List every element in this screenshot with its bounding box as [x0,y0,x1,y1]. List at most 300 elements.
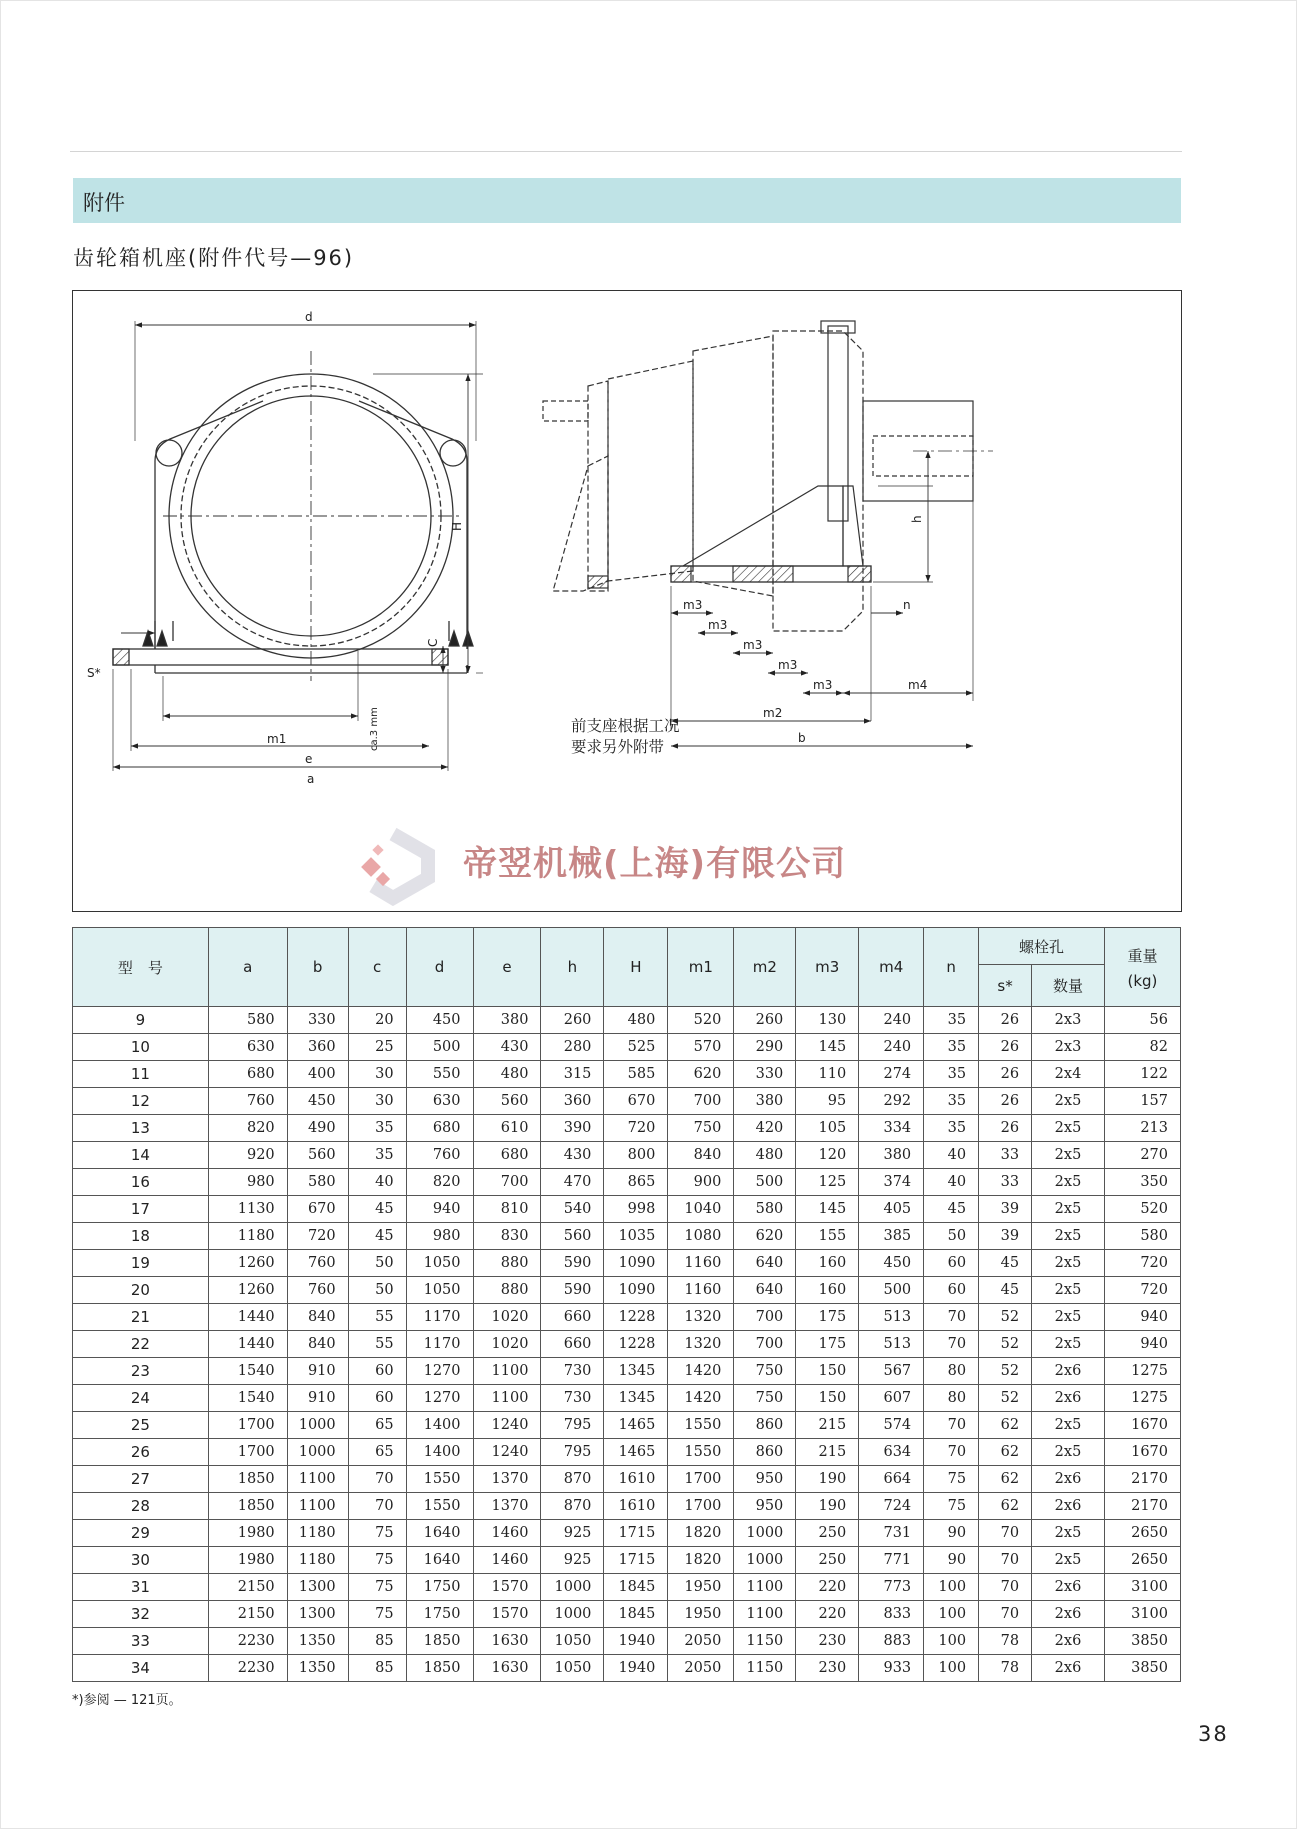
table-cell: 1750 [406,1574,473,1601]
stage-3-housing [773,331,863,631]
table-cell: 65 [348,1412,406,1439]
table-cell: 1540 [208,1385,287,1412]
table-cell: 1440 [208,1331,287,1358]
table-cell: 75 [348,1601,406,1628]
table-cell: 560 [287,1142,348,1169]
table-cell: 1980 [208,1547,287,1574]
page-subtitle: 齿轮箱机座(附件代号—96) [73,246,355,270]
table-row [73,1007,1181,1034]
table-cell: 1000 [287,1412,348,1439]
table-cell: 2x5 [1032,1412,1105,1439]
table-cell: 60 [348,1358,406,1385]
col-m4: m4 [859,928,924,1007]
table-cell: 122 [1104,1061,1180,1088]
table-cell: 380 [859,1142,924,1169]
note-line-1: 前支座根据工况 [571,717,680,735]
table-cell: 230 [796,1655,859,1682]
dim-C: C [426,638,440,647]
table-cell: 240 [859,1034,924,1061]
table-cell: 35 [924,1034,979,1061]
spec-table-body [73,1007,1181,1682]
table-cell: 910 [287,1358,348,1385]
base-plate [113,649,448,665]
table-cell: 3850 [1104,1628,1180,1655]
table-row [73,1412,1181,1439]
table-cell: 175 [796,1304,859,1331]
table-cell: 1550 [668,1439,734,1466]
table-cell: 2x5 [1032,1520,1105,1547]
table-cell: 3100 [1104,1574,1180,1601]
table-cell: 580 [1104,1223,1180,1250]
table-cell: 771 [859,1547,924,1574]
housing-outer-circle [169,374,453,658]
table-cell: 100 [924,1655,979,1682]
mount-post [828,326,848,521]
table-cell: 620 [734,1223,796,1250]
right-base-hatch [432,649,448,665]
dim-m1: m1 [267,732,287,746]
table-cell: 950 [734,1493,796,1520]
table-cell: 760 [208,1088,287,1115]
table-cell: 2150 [208,1574,287,1601]
table-cell: 26 [979,1007,1032,1034]
col-bolt: 螺栓孔 [979,928,1105,965]
col-H: H [604,928,668,1007]
table-cell: 40 [924,1142,979,1169]
table-row [73,1520,1181,1547]
table-row [73,1061,1181,1088]
table-row [73,1466,1181,1493]
dim-s: S* [87,666,101,680]
table-cell: 330 [734,1061,796,1088]
table-cell: 110 [796,1061,859,1088]
table-cell: 1260 [208,1250,287,1277]
table-cell: 405 [859,1196,924,1223]
table-cell: 1000 [734,1520,796,1547]
table-cell: 35 [348,1115,406,1142]
table-cell: 450 [406,1007,473,1034]
cell-model: 10 [73,1034,209,1061]
cell-model: 26 [73,1439,209,1466]
weld-left-2 [157,631,167,646]
table-cell: 35 [924,1061,979,1088]
table-cell: 1980 [208,1520,287,1547]
table-cell: 574 [859,1412,924,1439]
table-cell: 62 [979,1439,1032,1466]
col-c: c [348,928,406,1007]
table-cell: 55 [348,1304,406,1331]
cell-model: 24 [73,1385,209,1412]
table-cell: 45 [924,1196,979,1223]
table-cell: 2650 [1104,1520,1180,1547]
cell-model: 9 [73,1007,209,1034]
table-cell: 1050 [406,1250,473,1277]
table-cell: 1275 [1104,1358,1180,1385]
table-cell: 1300 [287,1574,348,1601]
table-cell: 50 [348,1277,406,1304]
cell-model: 29 [73,1520,209,1547]
table-cell: 900 [668,1169,734,1196]
table-cell: 2x6 [1032,1628,1105,1655]
front-flange [588,381,608,591]
table-cell: 75 [348,1547,406,1574]
table-cell: 1100 [473,1385,541,1412]
table-cell: 420 [734,1115,796,1142]
table-cell: 513 [859,1304,924,1331]
table-cell: 525 [604,1034,668,1061]
table-cell: 1050 [541,1628,604,1655]
dim-n: n [903,598,911,612]
cell-model: 31 [73,1574,209,1601]
table-cell: 2x5 [1032,1142,1105,1169]
table-cell: 795 [541,1439,604,1466]
table-cell: 33 [979,1169,1032,1196]
table-cell: 840 [668,1142,734,1169]
cell-model: 22 [73,1331,209,1358]
table-cell: 190 [796,1466,859,1493]
cell-model: 17 [73,1196,209,1223]
table-cell: 760 [287,1250,348,1277]
table-cell: 70 [348,1493,406,1520]
table-cell: 570 [668,1034,734,1061]
col-b: b [287,928,348,1007]
table-cell: 1370 [473,1493,541,1520]
table-cell: 85 [348,1628,406,1655]
table-cell: 50 [348,1250,406,1277]
table-cell: 70 [924,1304,979,1331]
table-cell: 950 [734,1466,796,1493]
table-cell: 390 [541,1115,604,1142]
table-cell: 940 [1104,1304,1180,1331]
table-cell: 2x5 [1032,1250,1105,1277]
table-cell: 3100 [1104,1601,1180,1628]
footnote: *)参阅 — 121页。 [72,1693,182,1708]
table-cell: 90 [924,1520,979,1547]
table-cell: 150 [796,1385,859,1412]
table-cell: 1460 [473,1547,541,1574]
top-divider [70,151,1182,152]
table-cell: 870 [541,1466,604,1493]
cell-model: 25 [73,1412,209,1439]
stage-2-housing [693,336,773,596]
table-cell: 260 [541,1007,604,1034]
dim-m2: m2 [763,706,783,720]
col-s: s* [979,965,1032,1007]
drawing-svg [73,291,1181,911]
table-cell: 1228 [604,1331,668,1358]
cell-model: 13 [73,1115,209,1142]
col-qty: 数量 [1032,965,1105,1007]
table-cell: 1180 [287,1547,348,1574]
table-cell: 75 [924,1493,979,1520]
table-cell: 2x5 [1032,1304,1105,1331]
table-cell: 33 [979,1142,1032,1169]
table-cell: 773 [859,1574,924,1601]
table-cell: 1080 [668,1223,734,1250]
table-cell: 26 [979,1034,1032,1061]
table-cell: 500 [734,1169,796,1196]
table-cell: 82 [1104,1034,1180,1061]
table-cell: 590 [541,1277,604,1304]
dim-H: H [450,521,464,531]
table-cell: 45 [348,1196,406,1223]
table-cell: 39 [979,1196,1032,1223]
table-cell: 580 [734,1196,796,1223]
table-cell: 380 [734,1088,796,1115]
cell-model: 16 [73,1169,209,1196]
table-cell: 1100 [287,1493,348,1520]
table-cell: 70 [924,1439,979,1466]
table-cell: 62 [979,1466,1032,1493]
table-cell: 2x5 [1032,1439,1105,1466]
table-cell: 430 [473,1034,541,1061]
table-cell: 1150 [734,1655,796,1682]
table-cell: 1180 [208,1223,287,1250]
table-cell: 470 [541,1169,604,1196]
table-cell: 1000 [287,1439,348,1466]
dim-ca: ca.3 mm [369,707,380,751]
table-cell: 70 [979,1574,1032,1601]
table-cell: 567 [859,1358,924,1385]
table-cell: 700 [734,1304,796,1331]
table-cell: 1100 [287,1466,348,1493]
cell-model: 27 [73,1466,209,1493]
table-cell: 105 [796,1115,859,1142]
front-view [113,321,483,771]
dim-e-label: e [305,752,313,766]
left-base-hatch [113,649,129,665]
table-cell: 40 [924,1169,979,1196]
table-cell: 1715 [604,1520,668,1547]
table-cell: 540 [541,1196,604,1223]
table-cell: 1465 [604,1412,668,1439]
table-cell: 1440 [208,1304,287,1331]
dim-d: d [305,310,313,324]
table-cell: 585 [604,1061,668,1088]
table-cell: 75 [348,1574,406,1601]
table-cell: 2x5 [1032,1088,1105,1115]
table-cell: 750 [734,1385,796,1412]
table-cell: 1275 [1104,1385,1180,1412]
table-cell: 520 [668,1007,734,1034]
table-cell: 25 [348,1034,406,1061]
table-row [73,1493,1181,1520]
table-cell: 580 [287,1169,348,1196]
table-cell: 62 [979,1493,1032,1520]
table-cell: 145 [796,1196,859,1223]
table-cell: 1670 [1104,1439,1180,1466]
table-cell: 860 [734,1439,796,1466]
table-cell: 1465 [604,1439,668,1466]
table-cell: 1940 [604,1655,668,1682]
cell-model: 30 [73,1547,209,1574]
table-cell: 720 [287,1223,348,1250]
table-cell: 640 [734,1277,796,1304]
table-cell: 880 [473,1250,541,1277]
table-cell: 1850 [208,1466,287,1493]
table-cell: 1670 [1104,1412,1180,1439]
table-cell: 660 [541,1331,604,1358]
table-cell: 640 [734,1250,796,1277]
side-hatch-1 [671,566,691,582]
table-cell: 1700 [208,1439,287,1466]
table-cell: 670 [604,1088,668,1115]
cell-model: 32 [73,1601,209,1628]
table-cell: 2x6 [1032,1385,1105,1412]
table-cell: 330 [287,1007,348,1034]
table-row [73,1142,1181,1169]
cell-model: 11 [73,1061,209,1088]
table-cell: 724 [859,1493,924,1520]
table-cell: 380 [473,1007,541,1034]
table-cell: 2x5 [1032,1277,1105,1304]
table-cell: 30 [348,1088,406,1115]
table-cell: 840 [287,1331,348,1358]
table-cell: 60 [348,1385,406,1412]
table-cell: 360 [287,1034,348,1061]
table-cell: 1570 [473,1574,541,1601]
table-row [73,1655,1181,1682]
table-cell: 925 [541,1547,604,1574]
table-cell: 70 [979,1547,1032,1574]
table-cell: 1820 [668,1547,734,1574]
table-row [73,1385,1181,1412]
table-cell: 45 [979,1277,1032,1304]
table-cell: 385 [859,1223,924,1250]
table-row [73,1196,1181,1223]
table-cell: 720 [604,1115,668,1142]
table-cell: 1350 [287,1655,348,1682]
table-cell: 150 [796,1358,859,1385]
table-cell: 560 [541,1223,604,1250]
table-cell: 1850 [208,1493,287,1520]
table-cell: 70 [924,1412,979,1439]
table-cell: 513 [859,1331,924,1358]
table-cell: 250 [796,1547,859,1574]
table-cell: 100 [924,1601,979,1628]
table-cell: 75 [924,1466,979,1493]
table-cell: 80 [924,1358,979,1385]
col-m2: m2 [734,928,796,1007]
table-cell: 2x5 [1032,1223,1105,1250]
table-cell: 1610 [604,1466,668,1493]
side-hatch-2 [733,566,793,582]
table-cell: 883 [859,1628,924,1655]
table-cell: 2x5 [1032,1115,1105,1142]
cell-model: 33 [73,1628,209,1655]
table-cell: 62 [979,1412,1032,1439]
table-row [73,1304,1181,1331]
cell-model: 23 [73,1358,209,1385]
dim-m3-5: m3 [813,678,833,692]
table-cell: 1020 [473,1331,541,1358]
table-cell: 1950 [668,1601,734,1628]
table-cell: 2050 [668,1628,734,1655]
section-title: 附件 [83,191,125,215]
table-cell: 374 [859,1169,924,1196]
table-cell: 750 [668,1115,734,1142]
table-cell: 480 [473,1061,541,1088]
table-cell: 820 [208,1115,287,1142]
table-cell: 610 [473,1115,541,1142]
table-cell: 933 [859,1655,924,1682]
dim-a: a [307,772,315,786]
table-cell: 2x5 [1032,1331,1105,1358]
table-cell: 1370 [473,1466,541,1493]
table-cell: 630 [208,1034,287,1061]
table-cell: 1420 [668,1358,734,1385]
col-h: h [541,928,604,1007]
table-cell: 70 [348,1466,406,1493]
table-cell: 1345 [604,1385,668,1412]
table-cell: 52 [979,1304,1032,1331]
table-cell: 980 [208,1169,287,1196]
table-cell: 1000 [541,1601,604,1628]
table-cell: 1550 [406,1466,473,1493]
table-row [73,1601,1181,1628]
table-cell: 1550 [406,1493,473,1520]
table-cell: 700 [668,1088,734,1115]
col-m1: m1 [668,928,734,1007]
table-cell: 630 [406,1088,473,1115]
table-cell: 1100 [734,1574,796,1601]
table-cell: 1850 [406,1655,473,1682]
table-cell: 680 [208,1061,287,1088]
table-row [73,1223,1181,1250]
table-row [73,1574,1181,1601]
table-cell: 500 [859,1277,924,1304]
table-cell: 274 [859,1061,924,1088]
table-cell: 940 [1104,1331,1180,1358]
table-cell: 795 [541,1412,604,1439]
table-cell: 52 [979,1358,1032,1385]
table-cell: 680 [473,1142,541,1169]
table-cell: 700 [473,1169,541,1196]
dim-m4: m4 [908,678,928,692]
table-cell: 480 [604,1007,668,1034]
table-cell: 1020 [473,1304,541,1331]
cell-model: 28 [73,1493,209,1520]
table-cell: 1000 [734,1547,796,1574]
table-cell: 920 [208,1142,287,1169]
table-cell: 160 [796,1250,859,1277]
table-cell: 45 [979,1250,1032,1277]
table-cell: 240 [859,1007,924,1034]
table-cell: 1400 [406,1439,473,1466]
table-cell: 292 [859,1088,924,1115]
table-cell: 940 [406,1196,473,1223]
table-cell: 480 [734,1142,796,1169]
left-lug-hole [156,440,182,466]
table-cell: 160 [796,1277,859,1304]
table-cell: 2x4 [1032,1061,1105,1088]
table-cell: 250 [796,1520,859,1547]
watermark-text: 帝翌机械(上海)有限公司 [463,844,847,884]
table-cell: 1400 [406,1412,473,1439]
table-cell: 100 [924,1628,979,1655]
cell-model: 18 [73,1223,209,1250]
table-cell: 2x6 [1032,1466,1105,1493]
weight-label: 重量 [1127,946,1158,965]
table-cell: 1270 [406,1385,473,1412]
table-cell: 520 [1104,1196,1180,1223]
table-cell: 2150 [208,1601,287,1628]
table-cell: 980 [406,1223,473,1250]
table-cell: 360 [541,1088,604,1115]
table-cell: 1460 [473,1520,541,1547]
table-cell: 120 [796,1142,859,1169]
table-cell: 1150 [734,1628,796,1655]
